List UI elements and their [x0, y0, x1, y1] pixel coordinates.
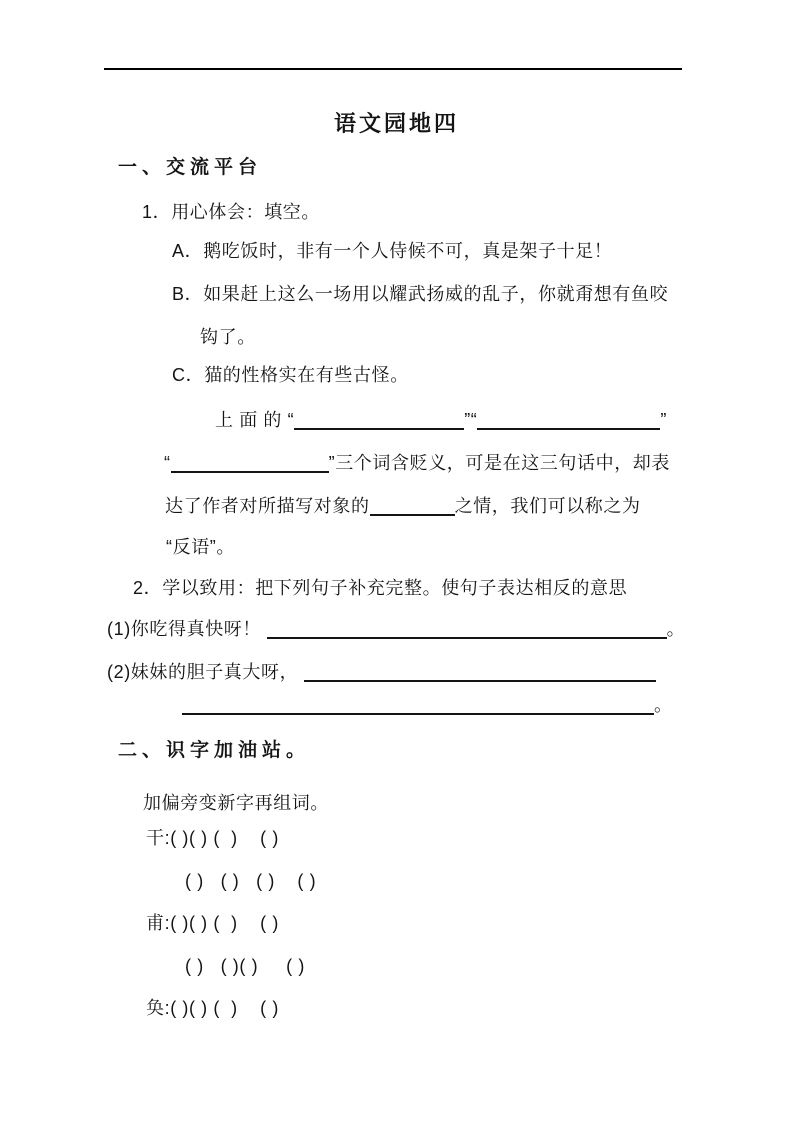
item-b-line-1: B．如果赶上这么一场用以耀武扬威的乱子，你就甭想有鱼咬 [172, 284, 669, 304]
radical-row-fu: 甫:( )( ) ( ) ( ) [146, 913, 279, 933]
question-1: 1．用心体会：填空。 [142, 202, 321, 222]
fill-line-1-mid: ”“ [464, 410, 478, 430]
sentence-2-end: 。 [654, 695, 673, 715]
section-2-intro: 加偏旁变新字再组词。 [143, 793, 329, 813]
doc-title: 语文园地四 [333, 111, 459, 136]
sentence-1 [107, 616, 685, 640]
item-a: A．鹅吃饭时，非有一个人侍候不可，真是架子十足！ [172, 241, 613, 261]
fill-line-2-pre: “ [164, 453, 171, 473]
radical-row-fu-words: ( ) ( )( ) ( ) [185, 956, 305, 976]
fill-line-3 [165, 493, 641, 517]
header-rule [104, 68, 682, 70]
section-1-heading: 一、交流平台 [118, 157, 263, 178]
fill-line-3-post: 之情，我们可以称之为 [454, 496, 641, 516]
radical-row-gan-words: ( ) ( ) ( ) ( ) [185, 871, 317, 891]
blank-line [294, 411, 464, 430]
fill-line-1 [215, 407, 667, 431]
blank-line [477, 411, 660, 430]
blank-line [304, 663, 656, 682]
fill-line-3-pre: 达了作者对所描写对象的 [165, 496, 370, 516]
fill-line-1-end: ” [660, 410, 668, 430]
item-b-line-2: 钩了。 [200, 327, 256, 347]
sentence-2-continuation [182, 692, 673, 716]
blank-line [370, 497, 455, 516]
blank-line [182, 696, 654, 715]
fill-line-2-post: ”三个词含贬义，可是在这三句话中，却表 [328, 453, 671, 473]
fill-line-2 [164, 450, 670, 474]
blank-line [267, 620, 667, 639]
fill-line-1-pre: 上 面 的 “ [215, 410, 295, 430]
radical-row-gan: 干:( )( ) ( ) ( ) [146, 828, 279, 848]
blank-line [171, 454, 329, 473]
sentence-2-pre: (2)妹妹的胆子真大呀， [107, 662, 304, 682]
sentence-1-post: 。 [666, 619, 686, 639]
section-2-heading: 二、识字加油站。 [118, 740, 311, 761]
radical-row-huan: 奂:( )( ) ( ) ( ) [146, 998, 279, 1018]
question-2: 2．学以致用：把下列句子补充完整。使句子表达相反的意思 [133, 578, 628, 598]
fanyu-line: “反语”。 [166, 537, 235, 557]
sentence-2 [107, 659, 656, 683]
item-c: C．猫的性格实在有些古怪。 [172, 365, 409, 385]
sentence-1-pre: (1)你吃得真快呀！ [107, 619, 267, 639]
